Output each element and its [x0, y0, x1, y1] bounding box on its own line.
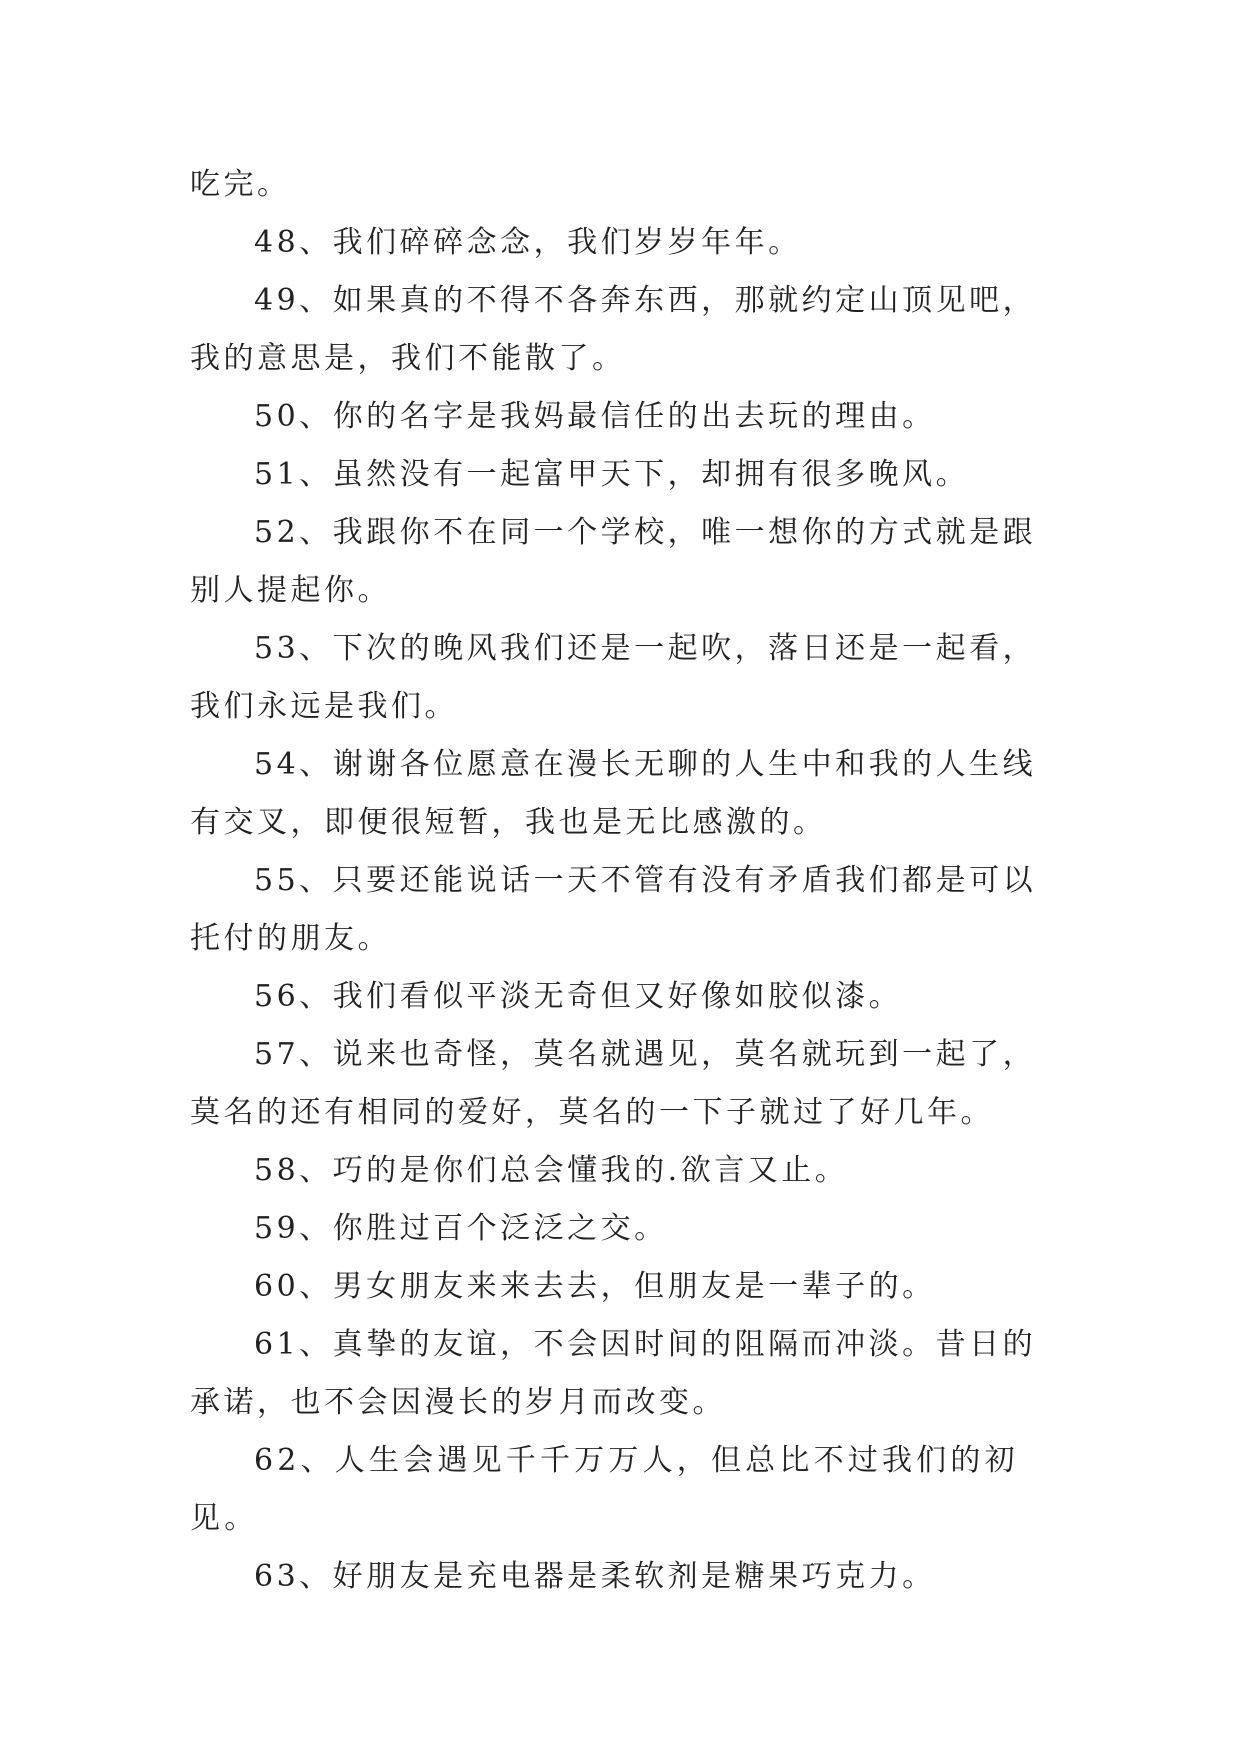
paragraph-57: 57、说来也奇怪，莫名就遇见，莫名就玩到一起了，莫名的还有相同的爱好，莫名的一下子就过了好几年。: [190, 1037, 1037, 1130]
paragraph-61: 61、真挚的友谊，不会因时间的阻隔而冲淡。昔日的承诺，也不会因漫长的岁月而改变。: [190, 1327, 1037, 1420]
paragraph-56: 56、我们看似平淡无奇但又好像如胶似漆。: [254, 979, 903, 1014]
paragraph-63: 63、好朋友是充电器是柔软剂是糖果巧克力。: [254, 1559, 936, 1594]
document-body: [190, 156, 1060, 1606]
paragraph-54: 54、谢谢各位愿意在漫长无聊的人生中和我的人生线有交叉，即便很短暂，我也是无比感激的。: [190, 747, 1037, 840]
paragraph-52: 52、我跟你不在同一个学校，唯一想你的方式就是跟别人提起你。: [190, 515, 1037, 608]
paragraph-49: 49、如果真的不得不各奔东西，那就约定山顶见吧，我的意思是，我们不能散了。: [190, 283, 1037, 376]
paragraph-51: 51、虽然没有一起富甲天下，却拥有很多晚风。: [254, 457, 970, 492]
paragraph-58: 58、巧的是你们总会懂我的.欲言又止。: [254, 1153, 849, 1188]
paragraph-53: 53、下次的晚风我们还是一起吹，落日还是一起看，我们永远是我们。: [190, 631, 1037, 724]
paragraph-50: 50、你的名字是我妈最信任的出去玩的理由。: [254, 399, 936, 434]
paragraph-62: 62、人生会遇见千千万万人，但总比不过我们的初见。: [190, 1443, 1019, 1536]
paragraph-continuation: 吃完。: [190, 167, 291, 202]
paragraph-55: 55、只要还能说话一天不管有没有矛盾我们都是可以托付的朋友。: [190, 863, 1037, 956]
paragraph-60: 60、男女朋友来来去去，但朋友是一辈子的。: [254, 1269, 936, 1304]
paragraph-59: 59、你胜过百个泛泛之交。: [254, 1211, 668, 1246]
paragraph-48: 48、我们碎碎念念，我们岁岁年年。: [254, 225, 802, 260]
